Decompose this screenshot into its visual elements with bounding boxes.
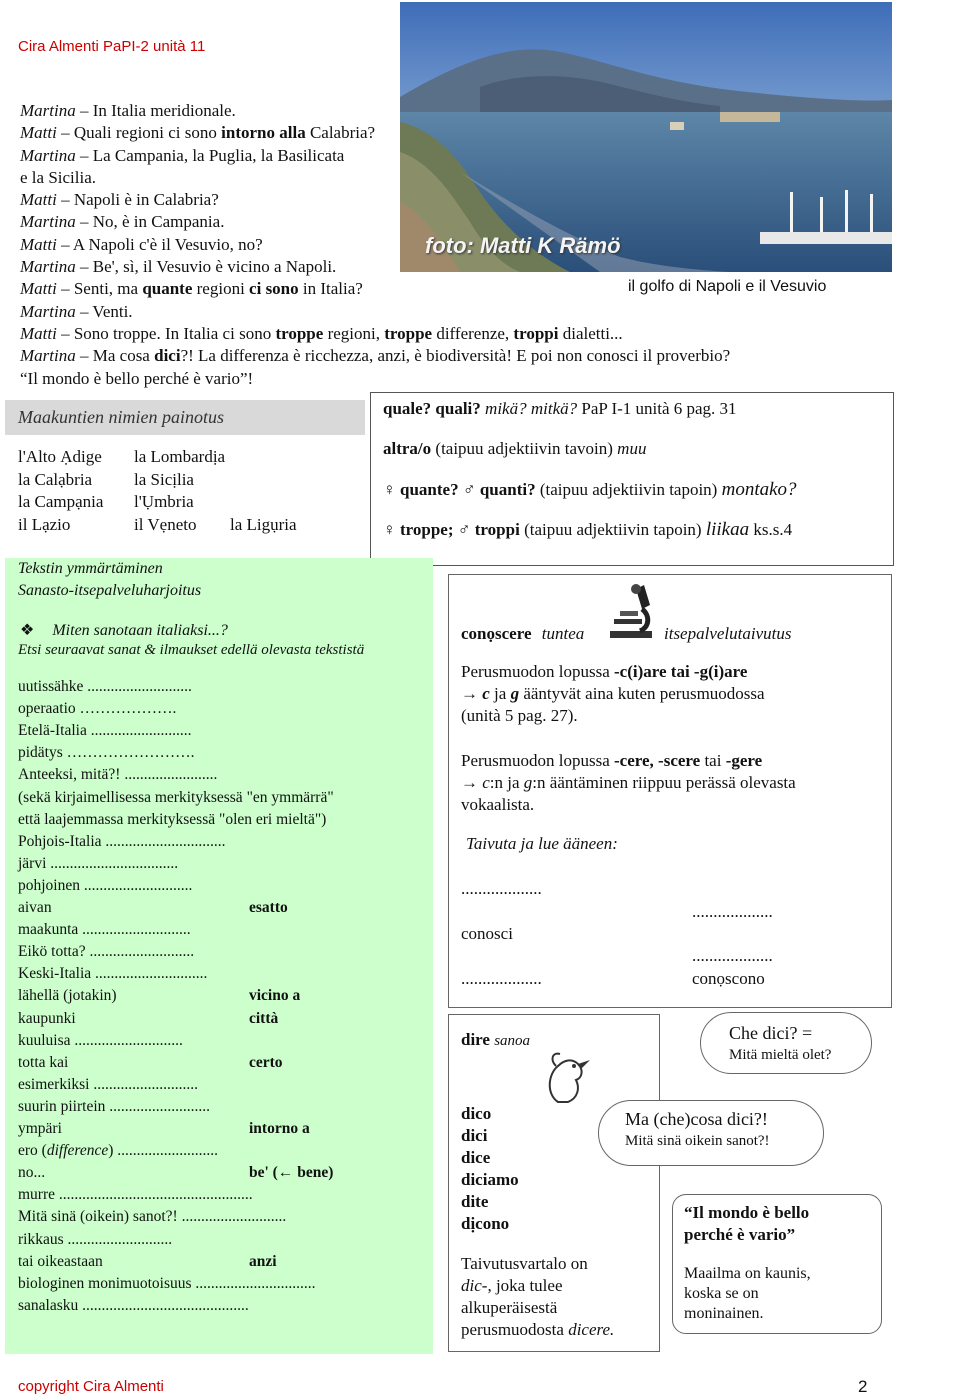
dialog-text xyxy=(20,100,840,390)
vocab-item: lähellä (jotakin) vicino a xyxy=(18,987,301,1005)
vocab-answer: città xyxy=(249,1009,279,1027)
dialog-line: Martina – Be', sì, il Vesuvio è vicino a Napoli. xyxy=(20,257,337,277)
exercise-instruction: ❖ Miten sanotaan italiaksi...? xyxy=(20,622,228,639)
conj-blank: ................... xyxy=(692,902,773,921)
vocab-answer: be' (← bene) xyxy=(249,1164,334,1182)
dire-forms: dico dici dice diciamo dite dịcono xyxy=(461,1104,519,1233)
vocab-item: sanalasku ........................................... xyxy=(18,1296,249,1314)
vocab-item: Eikö totta? ........................... xyxy=(18,943,195,961)
conj-form: conosci xyxy=(461,924,513,943)
vocab-item: että laajemmassa merkityksessä "olen eri mieltä") xyxy=(18,810,327,828)
vocab-item: Keski-Italia ............................. xyxy=(18,965,208,983)
qbox-line: quale? quali? mikä? mitkä? PaP I-1 unità 6 pag. 31 xyxy=(383,399,737,418)
dialog-line: e la Sicilia. xyxy=(20,167,97,187)
region-stress-title: Maakuntien nimien painotus xyxy=(5,400,365,435)
qbox-line: altra/o (taipuu adjektiivin tavoin) muu xyxy=(383,439,647,458)
dialog-line: Martina – Venti. xyxy=(20,301,133,321)
vocab-answer: certo xyxy=(249,1053,283,1071)
microscope-icon xyxy=(606,581,656,639)
speech-bubble: Che dici? = Mitä mieltä olet? xyxy=(700,1012,872,1074)
bird-icon xyxy=(536,1050,596,1106)
self-service-label: itsepalvelutaivutus xyxy=(664,624,792,643)
vocab-answer: vicino a xyxy=(249,987,301,1005)
vocab-item: murre .................................................. xyxy=(18,1186,253,1204)
vocab-item: pohjoinen ............................ xyxy=(18,876,193,894)
conj-blank: ................... xyxy=(461,879,542,898)
vocab-item: ero (difference) .......................... xyxy=(18,1142,219,1160)
dire-note: Taivutusvartalo on dic-, joka tulee alkuperäisestä perusmuodosta dicere. xyxy=(461,1254,615,1339)
vocab-item: ympäri intorno a xyxy=(18,1120,310,1137)
conj-blank: ................... xyxy=(461,969,542,988)
page-header: Cira Almenti PaPI-2 unità 11 xyxy=(18,38,206,55)
footer-copyright: copyright Cira Almenti xyxy=(18,1378,164,1395)
vocab-item: suurin piirtein .......................... xyxy=(18,1097,211,1115)
dialog-line: Martina – No, è in Campania. xyxy=(20,212,225,232)
dialog-line: Matti – Napoli è in Calabria? xyxy=(20,190,219,210)
vocab-item: Pohjois-Italia ............................... xyxy=(18,832,226,850)
vocab-item: aivan esatto xyxy=(18,899,288,916)
conoscere-heading: conọscere tuntea xyxy=(461,624,585,643)
dialog-line: Martina – La Campania, la Puglia, la Basilicata xyxy=(20,145,345,165)
proverb-finnish: Maailma on kaunis, koska se on moninainen. xyxy=(684,1265,811,1322)
vocab-item: maakunta ............................ xyxy=(18,921,191,939)
vocab-item: pidätys ……………………. xyxy=(18,744,195,762)
proverb-italian: “Il mondo è bello perché è vario” xyxy=(684,1203,810,1244)
vocab-item: esimerkiksi ........................... xyxy=(18,1075,198,1093)
vocab-item: biologinen monimuotoisuus ............................... xyxy=(18,1274,316,1292)
vocab-item: kaupunki città xyxy=(18,1009,279,1027)
photo-credit: foto: Matti K Rämö xyxy=(425,233,621,258)
exercise-title: Tekstin ymmärtäminen Sanasto-itsepalveluharjoitus xyxy=(18,560,202,599)
vocab-item: Mitä sinä (oikein) sanot?! ........................... xyxy=(18,1208,287,1226)
qbox-line: ♀ quante? ♂ quanti? (taipuu adjektiivin tapoin) montako? xyxy=(383,479,797,500)
region-list: l'Alto Ạdige la Lombardịa la Calạbria la Sicịlia la Campạnia l'Ụmbria il Lạzio il Vẹneto la Ligụria xyxy=(18,447,297,534)
vocab-item: totta kai certo xyxy=(18,1053,283,1071)
bullet-icon: ❖ xyxy=(20,622,35,639)
vocab-item: Anteeksi, mitä?! ........................ xyxy=(18,766,218,784)
dialog-line: Matti – Sono troppe. In Italia ci sono troppe regioni, troppe differenze, troppi dialetti... xyxy=(20,323,623,343)
vocab-answer: intorno a xyxy=(249,1120,310,1137)
vocab-item: uutissähke ........................... xyxy=(18,678,192,695)
speech-bubble: Ma (che)cosa dici?! Mitä sinä oikein sanot?! xyxy=(598,1100,824,1166)
vocab-item: operaatio ………………. xyxy=(18,700,177,718)
dialog-line: Matti – A Napoli c'è il Vesuvio, no? xyxy=(20,234,263,254)
qbox-line: ♀ troppe; ♂ troppi (taipuu adjektiivin tapoin) liikaa ks.s.4 xyxy=(383,519,793,540)
dialog-line: Matti – Senti, ma quante regioni ci sono in Italia? xyxy=(20,279,363,299)
vocab-item: Etelä-Italia .......................... xyxy=(18,722,192,740)
vocab-item: kuuluisa ............................ xyxy=(18,1031,183,1049)
exercise-subinstruction: Etsi seuraavat sanat & ilmaukset edellä olevasta tekstistä xyxy=(18,642,365,658)
dialog-line: Martina – In Italia meridionale. xyxy=(20,101,236,120)
page-number: 2 xyxy=(858,1377,868,1396)
question-words-box xyxy=(370,392,894,566)
dialog-line: Matti – Quali regioni ci sono intorno alla Calabria? xyxy=(20,123,376,143)
vocab-answer: anzi xyxy=(249,1252,277,1270)
dialog-line: “Il mondo è bello perché è vario”! xyxy=(20,368,254,388)
photo-caption: il golfo di Napoli e il Vesuvio xyxy=(628,278,827,295)
rule-2: Perusmuodon lopussa -cere, -scere tai -gere → c:n ja g:n ääntäminen riippuu perässä olevasta vokaalista. xyxy=(461,751,796,814)
vocab-item: (sekä kirjaimellisessa merkityksessä "en ymmärrä" xyxy=(18,788,334,806)
dire-heading: dire sanoa xyxy=(461,1030,531,1049)
dialog-line: Martina – Ma cosa dici?! La differenza è ricchezza, anzi, è biodiversità! E poi non conosci il proverbio? xyxy=(20,346,731,366)
conj-form: conọscono xyxy=(692,969,765,988)
vocab-item: tai oikeastaan anzi xyxy=(18,1252,277,1270)
vocab-answer: esatto xyxy=(249,899,288,916)
conj-blank: ................... xyxy=(692,946,773,965)
vocab-item: rikkaus ........................... xyxy=(18,1230,173,1248)
rule-1: Perusmuodon lopussa -c(i)are tai -g(i)are → c ja g ääntyvät aina kuten perusmuodossa (unità 5 pag. 27). xyxy=(461,662,765,725)
vocab-item: no... be' (← bene) xyxy=(18,1164,334,1182)
vocab-item: järvi ................................. xyxy=(18,854,179,872)
conjugate-instruction: Taivuta ja lue ääneen: xyxy=(466,834,618,853)
